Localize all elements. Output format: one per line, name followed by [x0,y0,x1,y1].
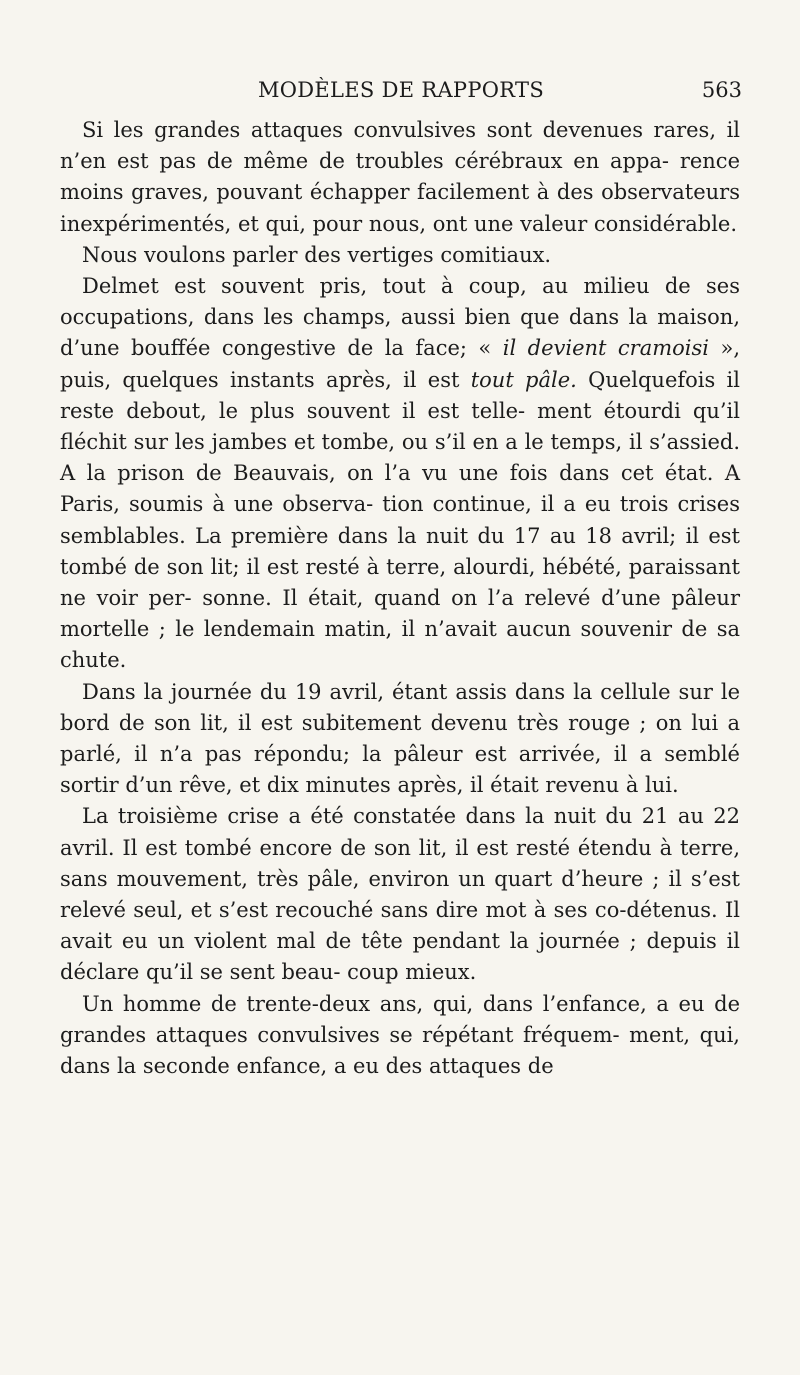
running-title: MODÈLES DE RAPPORTS [257,78,545,102]
paragraph-3-part-b: », puis, quelques instants après, il est [60,336,740,392]
paragraph-3-part-a: Delmet est souvent pris, tout à coup, au milieu de ses occupations, dans les champs, aussi bien que dans la maison, d’une bouffée congestive de la face; « [60,274,740,361]
emphasis-cramoisi: il devient cramoisi [502,336,710,361]
paragraph-2: Nous voulons parler des vertiges comitiaux. [82,242,552,267]
paragraph-4: Dans la journée du 19 avril, étant assis dans la cellule sur le bord de son lit, il est subitement devenu très rouge ; on lui a parlé, il n’a pas répondu; la pâleur est arrivée, il a semblé sortir d’un rêve, et dix minutes après, il était revenu à lui. [60,679,740,798]
paragraph-1: Si les grandes attaques convulsives sont devenues rares, il n’en est pas de même de troubles cérébraux en appa- rence moins graves, pouvant échapper facilement à des observateurs inexpérimentés, et qui, pour nous, ont une valeur considérable. [60,118,740,236]
paragraph-5: La troisième crise a été constatée dans la nuit du 21 au 22 avril. Il est tombé encore de son lit, il est resté étendu à terre, sans mouvement, très pâle, environ un quart d’heure ; il s’est relevé seul, et s’est recouché sans dire mot à ses co-détenus. Il avait eu un violent mal de tête pendant la journée ; depuis il déclare qu’il se sent beau- coup mieux. [60,804,740,985]
running-head [60,78,742,108]
paragraph-6: Un homme de trente-deux ans, qui, dans l’enfance, a eu de grandes attaques convulsives se répétant fréquem- ment, qui, dans la seconde enfance, a eu des attaques de [60,991,740,1079]
paragraph-3 [60,271,740,677]
page-number: 563 [701,78,742,102]
emphasis-tout-pale: tout pâle. [470,367,577,392]
body-text [60,115,740,1082]
paragraph-3-part-c: Quelquefois il reste debout, le plus souvent il est telle- ment étourdi qu’il fléchit sur les jambes et tombe, ou s’il en a le temps, il s’assied. A la prison de Beauvais, on l’a vu une fois dans cet état. A Paris, soumis à une observa- tion continue, il a eu trois crises semblables. La première dans la nuit du 17 au 18 avril; il est tombé de son lit; il est resté à terre, alourdi, hébété, paraissant ne voir per- sonne. Il était, quand on l’a relevé d’une pâleur mortelle ; le lendemain matin, il n’avait aucun souvenir de sa chute. [60,367,740,673]
